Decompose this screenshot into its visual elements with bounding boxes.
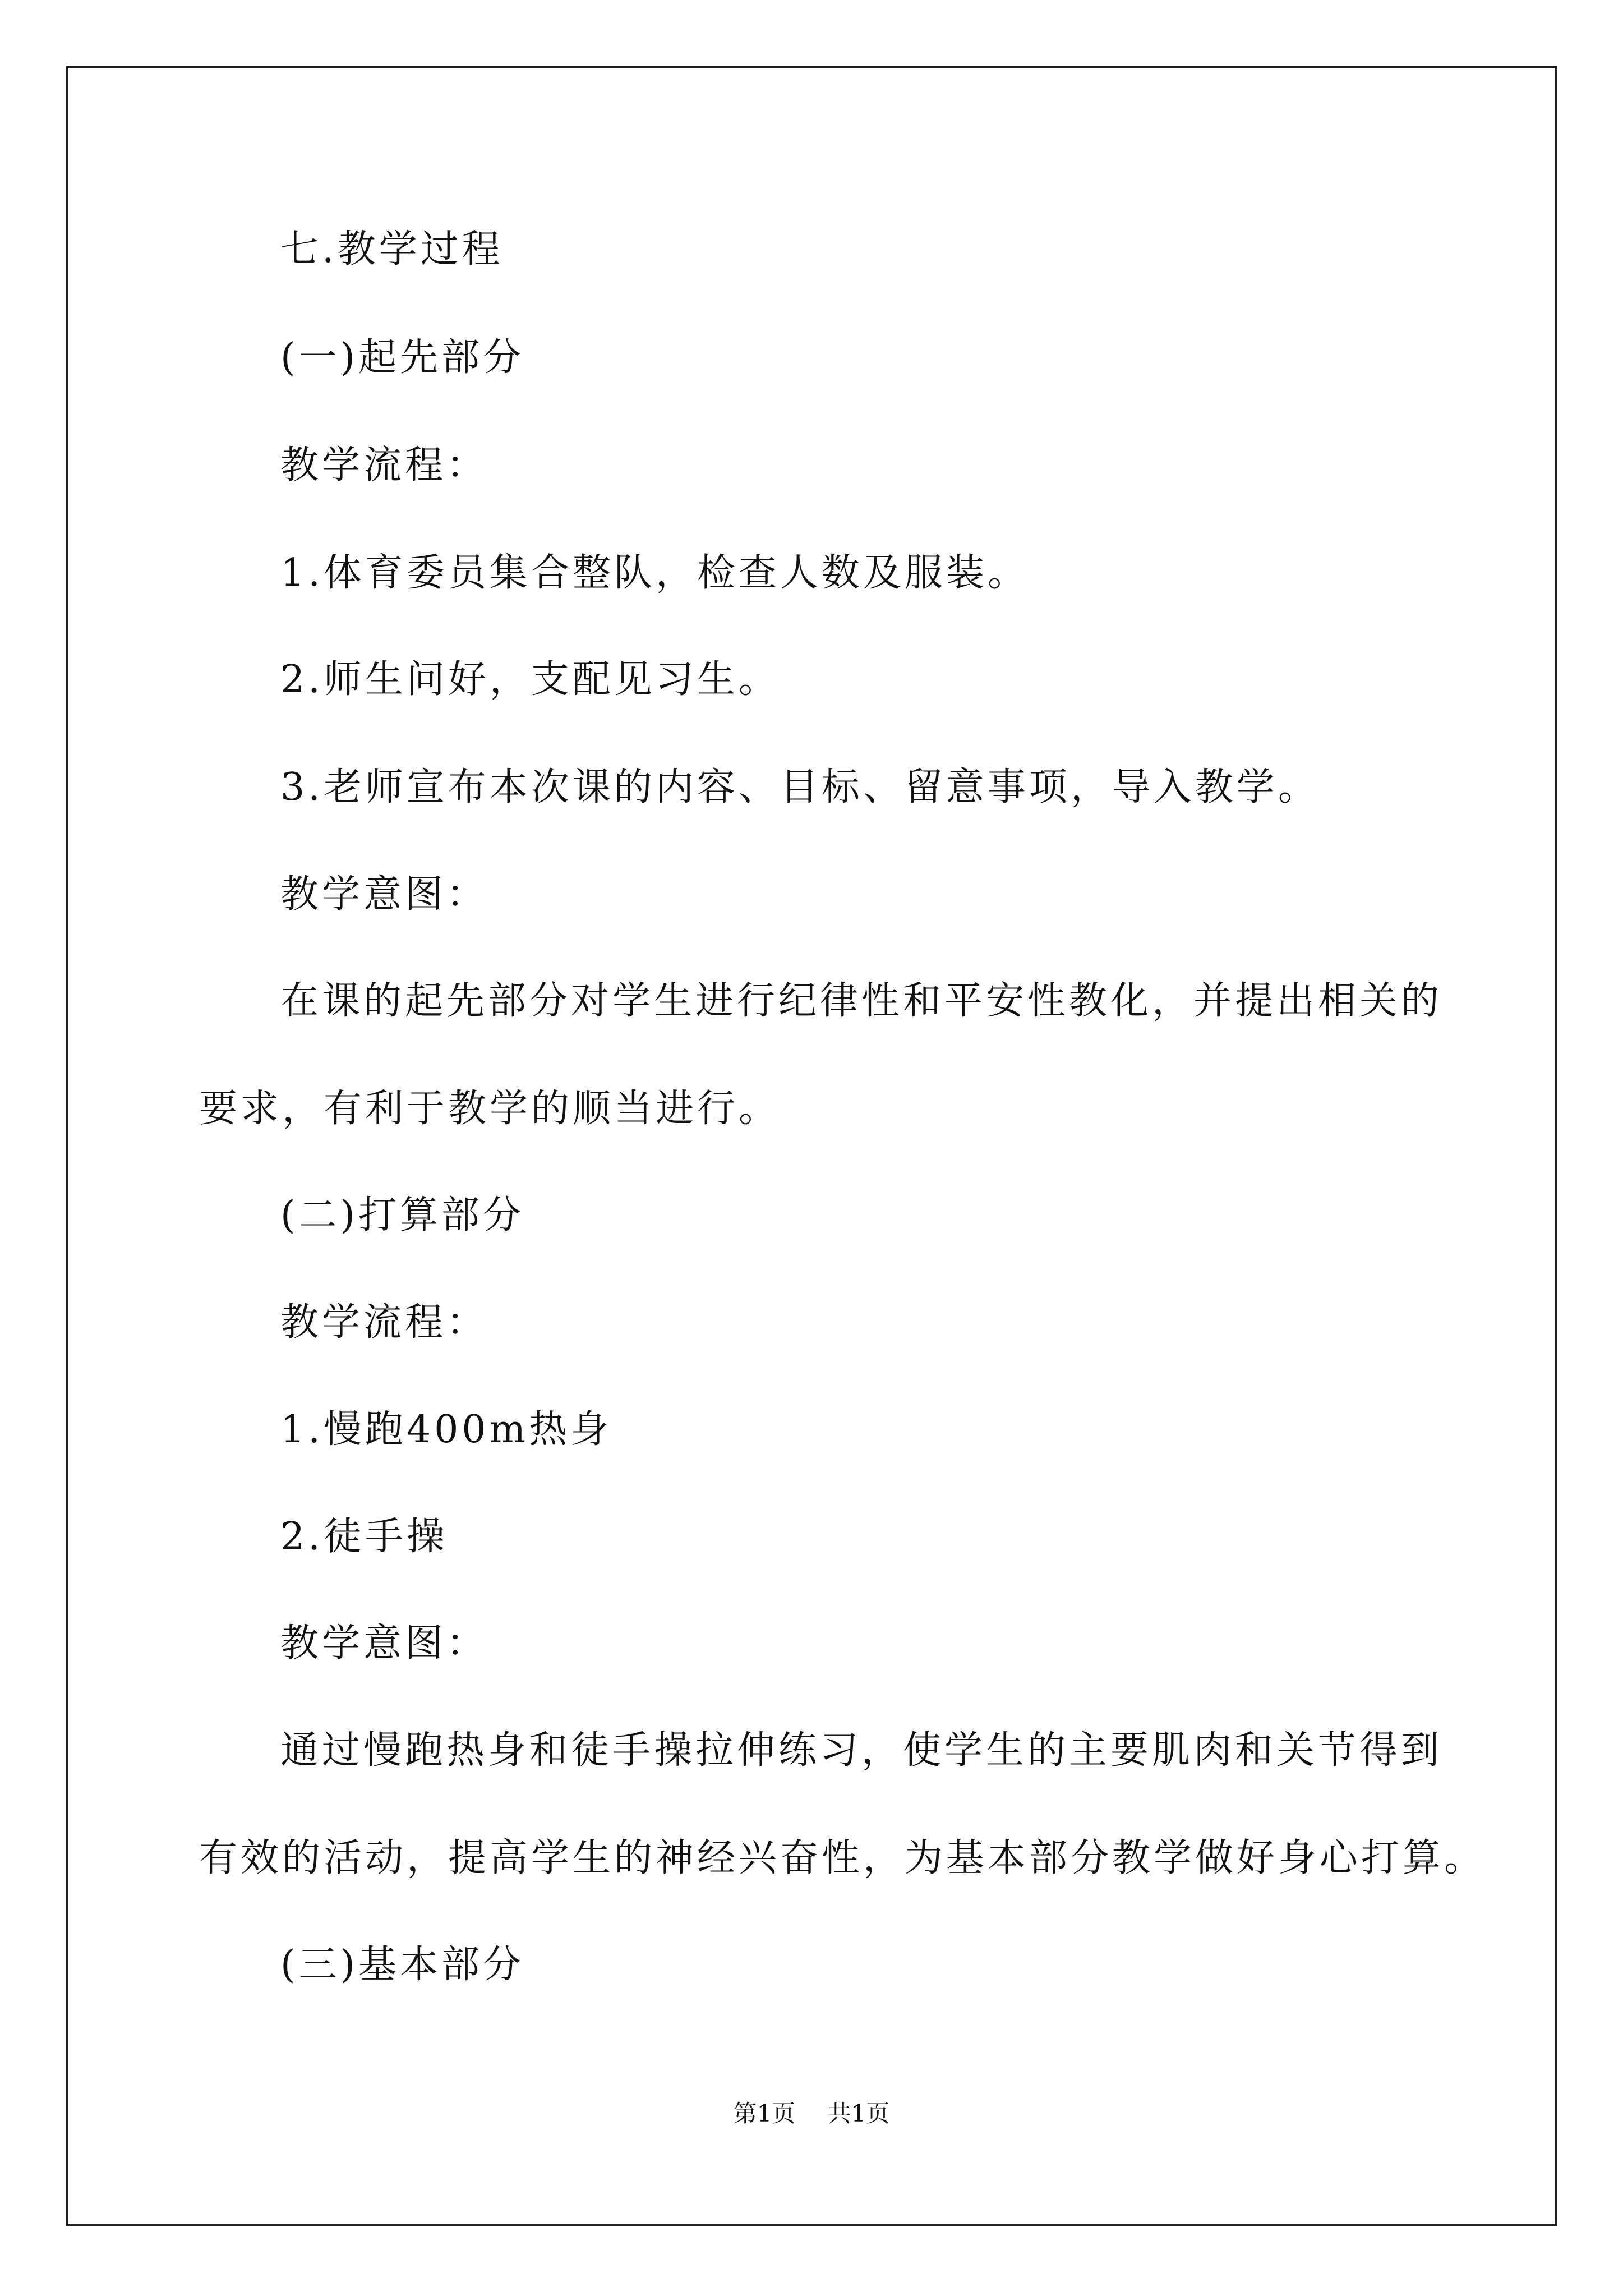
list-item: 1.体育委员集合整队，检查人数及服装。: [280, 551, 1029, 595]
section-heading: 七.教学过程: [280, 227, 504, 272]
list-item: 1.慢跑400m热身: [280, 1407, 612, 1452]
subsection-heading: (二)打算部分: [280, 1193, 525, 1237]
paragraph-label: 教学流程：: [280, 1300, 488, 1345]
page-number: 第1页: [733, 2100, 796, 2127]
page-border: [66, 66, 1557, 2226]
paragraph-label: 教学意图：: [280, 1621, 488, 1665]
body-paragraph-continued: 有效的活动，提高学生的神经兴奋性，为基本部分教学做好身心打算。: [199, 1836, 1486, 1880]
page-total: 共1页: [827, 2100, 890, 2127]
subsection-heading: (三)基本部分: [280, 1943, 525, 1987]
page-footer: [0, 2098, 1623, 2129]
body-paragraph-continued: 要求，有利于教学的顺当进行。: [199, 1087, 781, 1131]
paragraph-label: 教学意图：: [280, 872, 488, 917]
list-item: 2.徒手操: [280, 1515, 448, 1559]
body-paragraph: 在课的起先部分对学生进行纪律性和平安性教化，并提出相关的: [280, 979, 1443, 1023]
paragraph-label: 教学流程：: [280, 443, 488, 487]
body-paragraph: 通过慢跑热身和徒手操拉伸练习，使学生的主要肌肉和关节得到: [280, 1728, 1443, 1773]
list-item: 2.师生问好，支配见习生。: [280, 657, 780, 702]
subsection-heading: (一)起先部分: [280, 335, 525, 380]
list-item: 3.老师宣布本次课的内容、目标、留意事项，导入教学。: [280, 765, 1320, 809]
